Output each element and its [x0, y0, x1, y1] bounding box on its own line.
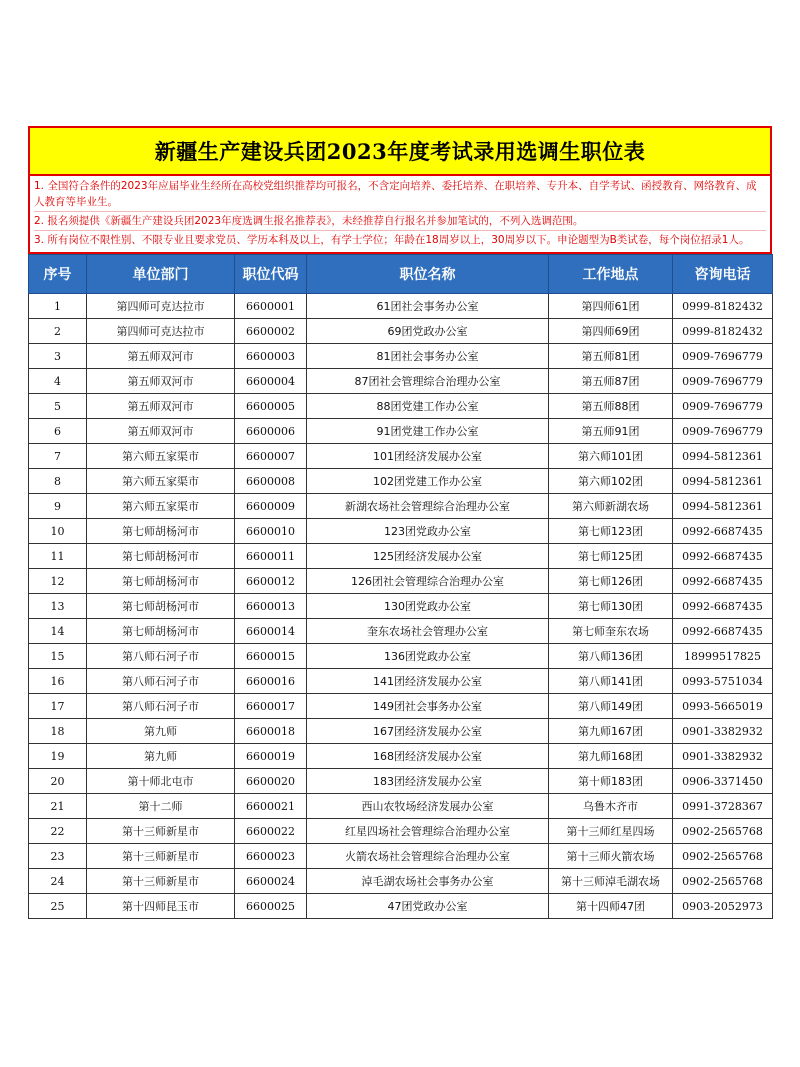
- cell-phone: 0909-7696779: [673, 419, 773, 444]
- cell-location: 第八师149团: [549, 694, 673, 719]
- cell-index: 21: [29, 794, 87, 819]
- table-row: [29, 494, 773, 519]
- cell-unit: 第五师双河市: [87, 344, 235, 369]
- cell-location: 第十师183团: [549, 769, 673, 794]
- cell-position: 火箭农场社会管理综合治理办公室: [307, 844, 549, 869]
- cell-code: 6600019: [235, 744, 307, 769]
- cell-unit: 第五师双河市: [87, 419, 235, 444]
- cell-unit: 第九师: [87, 744, 235, 769]
- table-row: [29, 469, 773, 494]
- cell-unit: 第五师双河市: [87, 394, 235, 419]
- cell-unit: 第九师: [87, 719, 235, 744]
- cell-code: 6600012: [235, 569, 307, 594]
- cell-position: 149团社会事务办公室: [307, 694, 549, 719]
- cell-phone: 0902-2565768: [673, 844, 773, 869]
- cell-code: 6600013: [235, 594, 307, 619]
- cell-phone: 0992-6687435: [673, 619, 773, 644]
- col-header-unit: 单位部门: [87, 255, 235, 294]
- cell-index: 14: [29, 619, 87, 644]
- cell-position: 西山农牧场经济发展办公室: [307, 794, 549, 819]
- cell-position: 88团党建工作办公室: [307, 394, 549, 419]
- cell-position: 126团社会管理综合治理办公室: [307, 569, 549, 594]
- cell-location: 第六师102团: [549, 469, 673, 494]
- cell-phone: 0994-5812361: [673, 494, 773, 519]
- cell-index: 25: [29, 894, 87, 919]
- cell-phone: 0902-2565768: [673, 869, 773, 894]
- cell-unit: 第八师石河子市: [87, 669, 235, 694]
- cell-index: 10: [29, 519, 87, 544]
- positions-table: [28, 254, 773, 919]
- note-2: 2. 报名须提供《新疆生产建设兵团2023年度选调生报名推荐表》，未经推荐自行报名并参加笔试的，不列入选调范围。: [34, 211, 766, 229]
- cell-index: 16: [29, 669, 87, 694]
- cell-position: 91团党建工作办公室: [307, 419, 549, 444]
- cell-unit: 第八师石河子市: [87, 694, 235, 719]
- cell-position: 61团社会事务办公室: [307, 294, 549, 319]
- cell-location: 第十三师淖毛湖农场: [549, 869, 673, 894]
- cell-location: 第六师101团: [549, 444, 673, 469]
- cell-location: 第四师61团: [549, 294, 673, 319]
- table-row: [29, 769, 773, 794]
- cell-phone: 0994-5812361: [673, 469, 773, 494]
- note-3: 3. 所有岗位不限性别、不限专业且要求党员、学历本科及以上，有学士学位；年龄在18周岁以上，30周岁以下。申论题型为B类试卷，每个岗位招录1人。: [34, 230, 766, 248]
- cell-code: 6600023: [235, 844, 307, 869]
- notes-block: [28, 176, 772, 254]
- cell-index: 11: [29, 544, 87, 569]
- cell-index: 9: [29, 494, 87, 519]
- cell-index: 12: [29, 569, 87, 594]
- cell-location: 第五师87团: [549, 369, 673, 394]
- cell-index: 22: [29, 819, 87, 844]
- cell-phone: 0992-6687435: [673, 569, 773, 594]
- cell-code: 6600008: [235, 469, 307, 494]
- cell-index: 4: [29, 369, 87, 394]
- cell-phone: 0991-3728367: [673, 794, 773, 819]
- cell-code: 6600001: [235, 294, 307, 319]
- cell-unit: 第四师可克达拉市: [87, 294, 235, 319]
- table-row: [29, 644, 773, 669]
- cell-position: 125团经济发展办公室: [307, 544, 549, 569]
- table-row: [29, 719, 773, 744]
- cell-position: 101团经济发展办公室: [307, 444, 549, 469]
- cell-index: 7: [29, 444, 87, 469]
- table-row: [29, 394, 773, 419]
- cell-code: 6600025: [235, 894, 307, 919]
- cell-location: 第七师125团: [549, 544, 673, 569]
- col-header-location: 工作地点: [549, 255, 673, 294]
- cell-location: 第十四师47团: [549, 894, 673, 919]
- cell-unit: 第七师胡杨河市: [87, 619, 235, 644]
- cell-position: 168团经济发展办公室: [307, 744, 549, 769]
- note-1: 1. 全国符合条件的2023年应届毕业生经所在高校党组织推荐均可报名，不含定向培养、委托培养、在职培养、专升本、自学考试、函授教育、网络教育、成人教育等毕业生。: [34, 180, 757, 208]
- cell-index: 20: [29, 769, 87, 794]
- cell-phone: 18999517825: [673, 644, 773, 669]
- cell-location: 乌鲁木齐市: [549, 794, 673, 819]
- cell-index: 5: [29, 394, 87, 419]
- cell-position: 123团党政办公室: [307, 519, 549, 544]
- table-header-row: [29, 255, 773, 294]
- cell-code: 6600020: [235, 769, 307, 794]
- cell-code: 6600005: [235, 394, 307, 419]
- table-row: [29, 369, 773, 394]
- table-row: [29, 869, 773, 894]
- cell-code: 6600004: [235, 369, 307, 394]
- cell-location: 第四师69团: [549, 319, 673, 344]
- cell-phone: 0909-7696779: [673, 394, 773, 419]
- table-row: [29, 694, 773, 719]
- cell-phone: 0992-6687435: [673, 594, 773, 619]
- cell-unit: 第七师胡杨河市: [87, 519, 235, 544]
- cell-unit: 第十三师新星市: [87, 869, 235, 894]
- cell-unit: 第五师双河市: [87, 369, 235, 394]
- cell-phone: 0994-5812361: [673, 444, 773, 469]
- cell-phone: 0992-6687435: [673, 519, 773, 544]
- cell-index: 2: [29, 319, 87, 344]
- cell-phone: 0901-3382932: [673, 719, 773, 744]
- cell-location: 第十三师火箭农场: [549, 844, 673, 869]
- cell-phone: 0903-2052973: [673, 894, 773, 919]
- cell-code: 6600015: [235, 644, 307, 669]
- cell-index: 15: [29, 644, 87, 669]
- cell-unit: 第六师五家渠市: [87, 469, 235, 494]
- cell-position: 102团党建工作办公室: [307, 469, 549, 494]
- cell-unit: 第四师可克达拉市: [87, 319, 235, 344]
- cell-location: 第五师88团: [549, 394, 673, 419]
- cell-location: 第八师136团: [549, 644, 673, 669]
- table-body: [29, 294, 773, 919]
- table-row: [29, 744, 773, 769]
- table-row: [29, 844, 773, 869]
- cell-location: 第六师新湖农场: [549, 494, 673, 519]
- cell-position: 130团党政办公室: [307, 594, 549, 619]
- cell-position: 167团经济发展办公室: [307, 719, 549, 744]
- col-header-phone: 咨询电话: [673, 255, 773, 294]
- cell-phone: 0992-6687435: [673, 544, 773, 569]
- cell-location: 第九师167团: [549, 719, 673, 744]
- cell-unit: 第七师胡杨河市: [87, 544, 235, 569]
- table-row: [29, 669, 773, 694]
- cell-position: 81团社会事务办公室: [307, 344, 549, 369]
- cell-code: 6600010: [235, 519, 307, 544]
- cell-unit: 第七师胡杨河市: [87, 594, 235, 619]
- cell-code: 6600009: [235, 494, 307, 519]
- cell-location: 第七师126团: [549, 569, 673, 594]
- cell-phone: 0999-8182432: [673, 319, 773, 344]
- cell-code: 6600016: [235, 669, 307, 694]
- position-table-sheet: [28, 126, 772, 919]
- table-row: [29, 594, 773, 619]
- cell-code: 6600014: [235, 619, 307, 644]
- cell-code: 6600003: [235, 344, 307, 369]
- cell-code: 6600024: [235, 869, 307, 894]
- cell-phone: 0993-5751034: [673, 669, 773, 694]
- cell-unit: 第十二师: [87, 794, 235, 819]
- cell-position: 136团党政办公室: [307, 644, 549, 669]
- cell-index: 19: [29, 744, 87, 769]
- cell-position: 141团经济发展办公室: [307, 669, 549, 694]
- col-header-position: 职位名称: [307, 255, 549, 294]
- cell-position: 红星四场社会管理综合治理办公室: [307, 819, 549, 844]
- cell-phone: 0906-3371450: [673, 769, 773, 794]
- cell-location: 第八师141团: [549, 669, 673, 694]
- cell-position: 新湖农场社会管理综合治理办公室: [307, 494, 549, 519]
- cell-position: 87团社会管理综合治理办公室: [307, 369, 549, 394]
- table-row: [29, 319, 773, 344]
- table-row: [29, 544, 773, 569]
- table-row: [29, 819, 773, 844]
- cell-location: 第五师81团: [549, 344, 673, 369]
- cell-unit: 第十师北屯市: [87, 769, 235, 794]
- cell-index: 6: [29, 419, 87, 444]
- cell-phone: 0909-7696779: [673, 344, 773, 369]
- cell-index: 23: [29, 844, 87, 869]
- cell-position: 69团党政办公室: [307, 319, 549, 344]
- cell-unit: 第十三师新星市: [87, 844, 235, 869]
- cell-phone: 0909-7696779: [673, 369, 773, 394]
- cell-location: 第十三师红星四场: [549, 819, 673, 844]
- cell-index: 8: [29, 469, 87, 494]
- cell-position: 47团党政办公室: [307, 894, 549, 919]
- cell-index: 13: [29, 594, 87, 619]
- cell-code: 6600021: [235, 794, 307, 819]
- table-row: [29, 569, 773, 594]
- cell-location: 第七师奎东农场: [549, 619, 673, 644]
- cell-index: 24: [29, 869, 87, 894]
- cell-location: 第九师168团: [549, 744, 673, 769]
- cell-unit: 第八师石河子市: [87, 644, 235, 669]
- table-row: [29, 794, 773, 819]
- cell-index: 1: [29, 294, 87, 319]
- table-row: [29, 344, 773, 369]
- table-row: [29, 294, 773, 319]
- table-row: [29, 894, 773, 919]
- cell-index: 3: [29, 344, 87, 369]
- col-header-index: 序号: [29, 255, 87, 294]
- cell-unit: 第十三师新星市: [87, 819, 235, 844]
- table-row: [29, 444, 773, 469]
- col-header-code: 职位代码: [235, 255, 307, 294]
- cell-unit: 第七师胡杨河市: [87, 569, 235, 594]
- table-row: [29, 519, 773, 544]
- sheet-title: 新疆生产建设兵团2023年度考试录用选调生职位表: [28, 126, 772, 176]
- cell-code: 6600006: [235, 419, 307, 444]
- cell-code: 6600022: [235, 819, 307, 844]
- cell-code: 6600002: [235, 319, 307, 344]
- cell-location: 第七师123团: [549, 519, 673, 544]
- cell-phone: 0999-8182432: [673, 294, 773, 319]
- cell-unit: 第十四师昆玉市: [87, 894, 235, 919]
- cell-code: 6600018: [235, 719, 307, 744]
- cell-index: 17: [29, 694, 87, 719]
- cell-code: 6600007: [235, 444, 307, 469]
- cell-phone: 0901-3382932: [673, 744, 773, 769]
- cell-phone: 0902-2565768: [673, 819, 773, 844]
- cell-location: 第七师130团: [549, 594, 673, 619]
- cell-position: 183团经济发展办公室: [307, 769, 549, 794]
- table-row: [29, 619, 773, 644]
- cell-position: 奎东农场社会管理办公室: [307, 619, 549, 644]
- table-row: [29, 419, 773, 444]
- cell-unit: 第六师五家渠市: [87, 494, 235, 519]
- cell-unit: 第六师五家渠市: [87, 444, 235, 469]
- cell-phone: 0993-5665019: [673, 694, 773, 719]
- cell-location: 第五师91团: [549, 419, 673, 444]
- cell-index: 18: [29, 719, 87, 744]
- cell-code: 6600011: [235, 544, 307, 569]
- cell-code: 6600017: [235, 694, 307, 719]
- cell-position: 淖毛湖农场社会事务办公室: [307, 869, 549, 894]
